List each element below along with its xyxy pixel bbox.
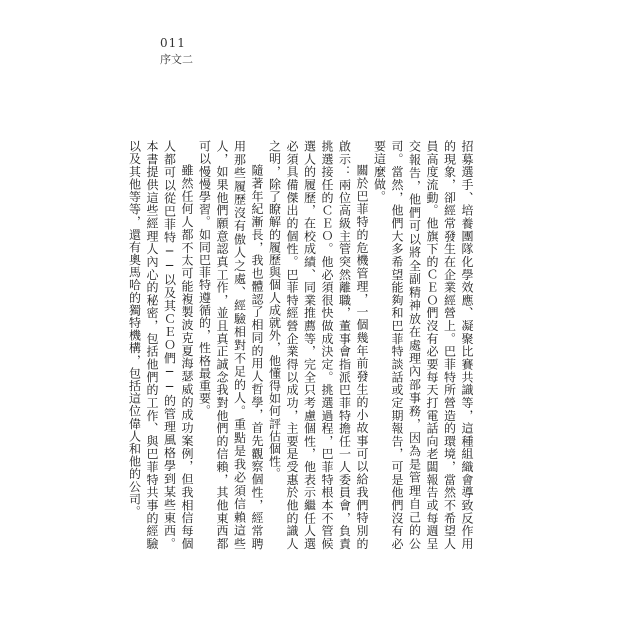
page-number: 011 bbox=[160, 36, 186, 50]
paragraph: 招募選手、培養團隊化學效應、凝聚比賽共識等，這種組織會導致反作用的現象，卻經常發生在企業經營上。巴菲特所營造的環境，當然不希望人員高度流動。他旗下的ＣＥＯ們沒有必要每天打電話向老闆報告或每週呈交報告，他們可以將全副精神放在處理內部事務，因為是管理自己的公司。當然，他們大多希望能夠和巴菲特談話或定期報告，可是他們沒有必要這麼做。 bbox=[372, 140, 474, 550]
body-text bbox=[125, 140, 475, 550]
paragraph: 雖然任何人都不太可能複製波克夏海瑟威的成功案例，但我相信每個人都可以從巴菲特──以及其ＣＥＯ們──的管理風格學到某些東西。本書提供這些經理人內心的秘密，包括他們的工作、與巴菲特共事的經驗以及其他等等，還有奧馬哈的獨特機構，包括這位偉人和他的公司。 bbox=[127, 140, 194, 550]
paragraph: 隨著年紀漸長，我也體認了相同的用人哲學，首先觀察個性，經常聘用那些履歷沒有傲人之處、經驗相對不足的人。重點是我必須信賴這些人，如果他們願意認真工作，並且真正誠念我對他們的信賴，其他東西都可以慢慢學習。如同巴菲特遵循的，性格最重要。 bbox=[197, 140, 264, 550]
section-title: 序文二 bbox=[160, 53, 193, 66]
paragraph: 關於巴菲特的危機管理，一個幾年前發生的小故事可以給我們特別的啟示：兩位高級主管突然離職，董事會指派巴菲特擔任一人委員會，負責挑選接任的ＣＥＯ。他必須很快做成決定。挑選過程，巴菲特根本不管候選人的履歷，在校成績、同業推薦等，完全只考慮個性，他表示繼任人選必須具備傑出的個性。巴菲特經營企業得以成功，主要是受惠於他的識人之明，除了瞭解的履歷與個人成就外，他懂得如何評估個性。 bbox=[267, 140, 369, 550]
